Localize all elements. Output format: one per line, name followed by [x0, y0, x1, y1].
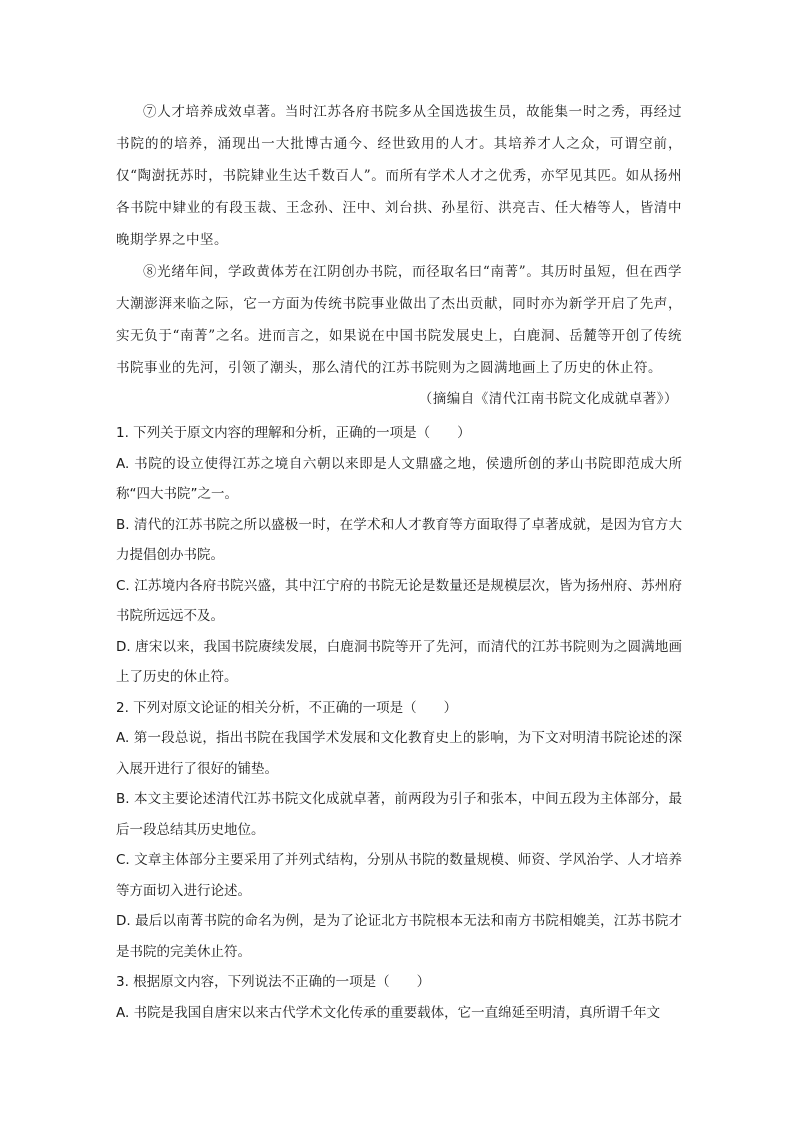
option-a: A. 书院的设立使得江苏之境自六朝以来即是人文鼎盛之地，侯遗所创的茅山书院即范成大所称“四大书院”之一。	[116, 455, 682, 502]
option-a: A. 第一段总说，指出书院在我国学术发展和文化教育史上的影响，为下文对明清书院论述的深入展开进行了很好的铺垫。	[116, 730, 682, 777]
option-a: A. 书院是我国自唐宋以来古代学术文化传承的重要载体，它一直绵延至明清，真所谓千年文	[116, 1004, 661, 1021]
source-citation: （摘编自《清代江南书院文化成就卓著》）	[418, 391, 678, 407]
question-stem: 3. 根据原文内容，下列说法不正确的一项是（ ）	[116, 974, 431, 990]
option-d: D. 唐宋以来，我国书院赓续发展，白鹿洞书院等开了先河，而清代的江苏书院则为之圆满地画上了历史的休止符。	[116, 638, 682, 685]
paragraph-7: ⑦人才培养成效卓著。当时江苏各府书院多从全国选拔生员，故能集一时之秀，再经过书院的的培养，涌现出一大批博古通今、经世致用的人才。其培养才人之众，可谓空前，仅“陶澍抚苏时，书院肄业生达千数百人”。而所有学术人才之优秀，亦罕见其匹。如从扬州各书院中肄业的有段玉裁、王念孙、汪中、刘台拱、孙星衍、洪亮吉、任大椿等人，皆清中晚期学界之中坚。	[116, 104, 682, 248]
option-b: B. 清代的江苏书院之所以盛极一时，在学术和人才教育等方面取得了卓著成就，是因为官方大力提倡创办书院。	[116, 516, 682, 563]
option-d: D. 最后以南菁书院的命名为例，是为了论证北方书院根本无法和南方书院相媲美，江苏书院才是书院的完美休止符。	[116, 913, 682, 960]
option-b: B. 本文主要论述清代江苏书院文化成就卓著，前两段为引子和张本，中间五段为主体部分，最后一段总结其历史地位。	[116, 791, 682, 838]
option-c: C. 江苏境内各府书院兴盛，其中江宁府的书院无论是数量还是规模层次，皆为扬州府、苏州府书院所远远不及。	[116, 577, 682, 624]
passage	[116, 96, 682, 414]
question-3	[116, 967, 682, 1028]
question-stem: 2. 下列对原文论证的相关分析，不正确的一项是（ ）	[116, 699, 458, 716]
question-stem: 1. 下列关于原文内容的理解和分析，正确的一项是（ ）	[116, 425, 471, 441]
paragraph-8: ⑧光绪年间，学政黄体芳在江阴创办书院，而径取名曰“南菁”。其历时虽短，但在西学大潮澎湃来临之际，它一方面为传统书院事业做出了杰出贡献，同时亦为新学开启了先声，实无负于“南菁”之名。进而言之，如果说在中国书院发展史上，白鹿洞、岳麓等开创了传统书院事业的先河，引领了潮头，那么清代的江苏书院则为之圆满地画上了历史的休止符。	[116, 264, 682, 376]
question-1	[116, 418, 682, 693]
questions-section	[116, 418, 682, 1028]
question-2	[116, 693, 682, 968]
option-c: C. 文章主体部分主要采用了并列式结构，分别从书院的数量规模、师资、学风治学、人才培养等方面切入进行论述。	[116, 852, 682, 899]
